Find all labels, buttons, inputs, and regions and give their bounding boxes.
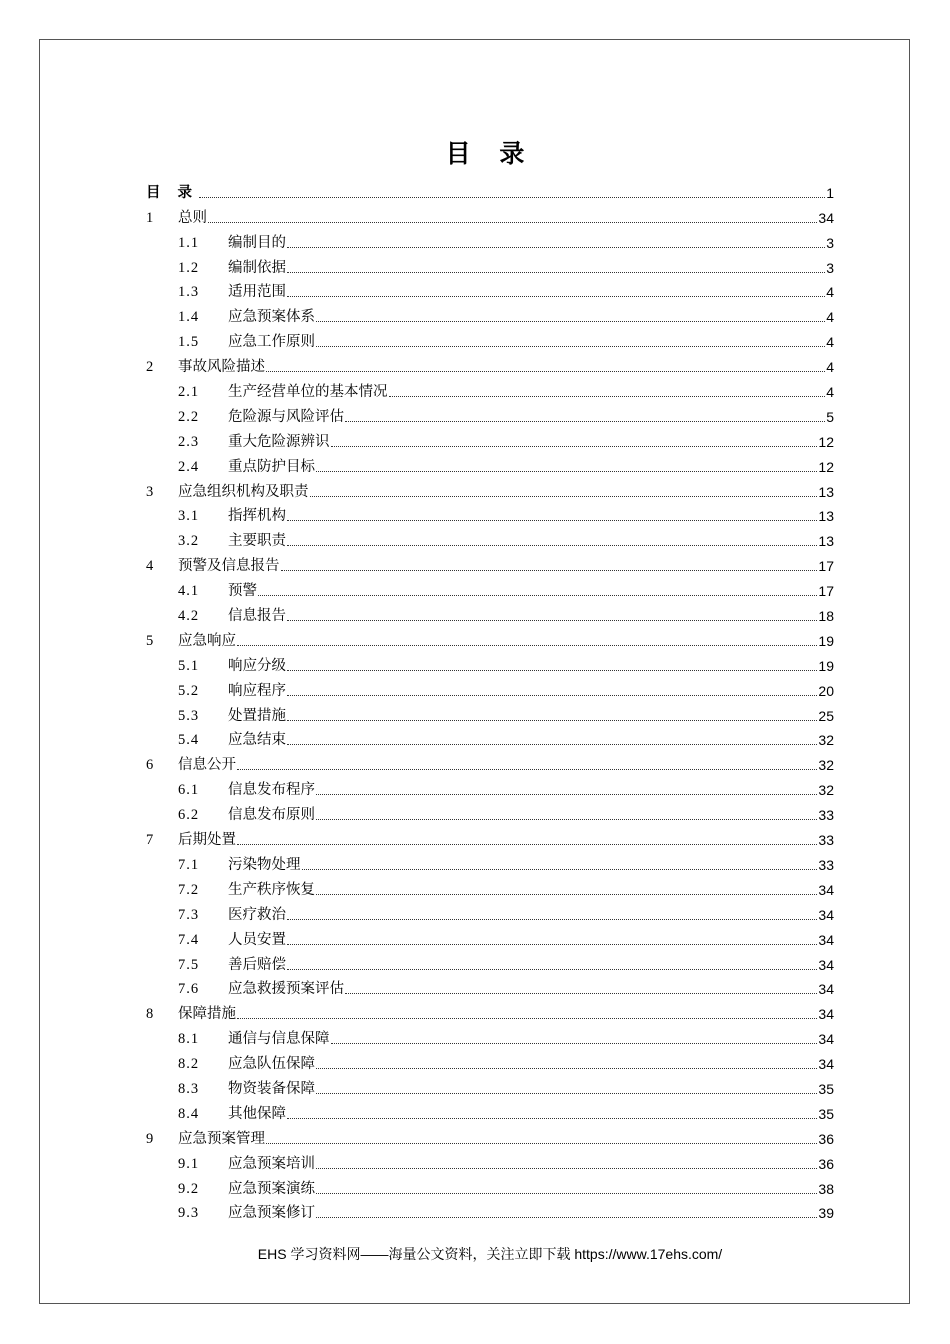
toc-entry-page-number: 35 <box>818 1080 834 1097</box>
toc-entry-number: 5 <box>146 632 154 649</box>
toc-dot-leader <box>287 247 825 248</box>
toc-dot-leader <box>316 1093 817 1094</box>
toc-entry[interactable] <box>146 998 834 1023</box>
toc-entry-title: 响应分级 <box>228 657 286 674</box>
toc-dot-leader <box>310 496 818 497</box>
toc-entry-title: 应急预案修订 <box>228 1205 315 1222</box>
table-of-contents <box>146 177 834 1222</box>
toc-entry-number: 1.5 <box>178 334 200 351</box>
toc-entry[interactable] <box>146 575 834 600</box>
toc-entry[interactable] <box>146 974 834 999</box>
toc-entry[interactable] <box>146 376 834 401</box>
toc-entry-title: 危险源与风险评估 <box>228 408 344 425</box>
toc-dot-leader <box>316 819 817 820</box>
toc-dot-leader <box>266 1143 817 1144</box>
toc-entry-page-number: 5 <box>826 408 834 425</box>
toc-entry-title: 应急救援预案评估 <box>228 981 344 998</box>
toc-dot-leader <box>287 720 817 721</box>
page-footer: EHS 学习资料网——海量公文资料，关注立即下载 https://www.17ehs.com/ <box>257 1246 723 1262</box>
toc-entry-title: 应急队伍保障 <box>228 1056 315 1073</box>
toc-entry[interactable] <box>146 351 834 376</box>
toc-entry[interactable] <box>146 451 834 476</box>
toc-dot-leader <box>287 296 825 297</box>
toc-entry-title: 响应程序 <box>228 682 286 699</box>
toc-entry[interactable] <box>146 1048 834 1073</box>
toc-entry-title: 信息发布程序 <box>228 782 315 799</box>
toc-entry-title: 应急工作原则 <box>228 334 315 351</box>
toc-entry-page-number: 19 <box>818 657 834 674</box>
toc-entry-title: 重大危险源辨识 <box>228 433 330 450</box>
toc-entry-number: 9.2 <box>178 1180 200 1197</box>
toc-entry[interactable] <box>146 301 834 326</box>
toc-entry-number: 5.2 <box>178 682 200 699</box>
toc-dot-leader <box>237 1018 817 1019</box>
toc-dot-leader <box>316 1168 817 1169</box>
toc-entry-number: 1.4 <box>178 309 200 326</box>
toc-entry-number: 7.5 <box>178 956 200 973</box>
toc-entry-number: 2.3 <box>178 433 200 450</box>
toc-entry-page-number: 12 <box>818 458 834 475</box>
toc-entry-number: 7.4 <box>178 931 200 948</box>
toc-entry-number: 1.3 <box>178 284 200 301</box>
toc-entry[interactable] <box>146 1173 834 1198</box>
toc-entry-title: 信息报告 <box>228 608 286 625</box>
toc-entry[interactable] <box>146 899 834 924</box>
toc-entry-number: 7 <box>146 832 154 849</box>
toc-dot-leader <box>258 595 817 596</box>
toc-entry[interactable] <box>146 501 834 526</box>
toc-entry-title: 总则 <box>178 209 207 226</box>
toc-entry-title: 编制目的 <box>228 234 286 251</box>
toc-entry-page-number: 34 <box>818 956 834 973</box>
toc-dot-leader <box>266 371 825 372</box>
toc-dot-leader <box>331 1043 818 1044</box>
toc-dot-leader <box>287 695 817 696</box>
toc-entry-page-number: 13 <box>818 508 834 525</box>
toc-entry-title: 后期处置 <box>178 832 236 849</box>
toc-entry-title: 应急预案培训 <box>228 1155 315 1172</box>
toc-entry-number: 9 <box>146 1130 154 1147</box>
toc-dot-leader <box>345 421 825 422</box>
toc-entry-title: 预警 <box>228 583 257 600</box>
toc-entry[interactable] <box>146 774 834 799</box>
toc-entry-title: 其他保障 <box>228 1105 286 1122</box>
toc-entry-title: 人员安置 <box>228 931 286 948</box>
toc-entry-page-number: 34 <box>818 1031 834 1048</box>
toc-entry[interactable] <box>146 1073 834 1098</box>
toc-dot-leader <box>237 844 817 845</box>
toc-entry[interactable] <box>146 476 834 501</box>
toc-entry[interactable] <box>146 675 834 700</box>
toc-entry[interactable] <box>146 650 834 675</box>
toc-entry-number: 3.2 <box>178 533 200 550</box>
toc-entry[interactable] <box>146 1123 834 1148</box>
toc-entry[interactable] <box>146 227 834 252</box>
toc-entry-number: 1.2 <box>178 259 200 276</box>
toc-entry-title: 应急结束 <box>228 732 286 749</box>
toc-entry[interactable] <box>146 202 834 227</box>
toc-entry[interactable] <box>146 550 834 575</box>
toc-entry[interactable] <box>146 749 834 774</box>
toc-entry-page-number: 36 <box>818 1130 834 1147</box>
toc-entry-page-number: 20 <box>818 682 834 699</box>
toc-entry-page-number: 34 <box>818 1056 834 1073</box>
toc-entry-number: 2 <box>146 359 154 376</box>
toc-entry-number: 7.3 <box>178 906 200 923</box>
toc-entry-number: 9.1 <box>178 1155 200 1172</box>
toc-entry[interactable] <box>146 1148 834 1173</box>
toc-entry-number: 3.1 <box>178 508 200 525</box>
toc-entry[interactable] <box>146 824 834 849</box>
toc-entry-page-number: 34 <box>818 209 834 226</box>
toc-entry-number: 4.1 <box>178 583 200 600</box>
toc-entry-page-number: 33 <box>818 832 834 849</box>
toc-entry-title: 保障措施 <box>178 1006 236 1023</box>
toc-entry-title: 应急预案管理 <box>178 1130 265 1147</box>
toc-entry[interactable] <box>146 1023 834 1048</box>
toc-entry-number: 2.2 <box>178 408 200 425</box>
toc-entry-page-number: 35 <box>818 1105 834 1122</box>
toc-dot-leader <box>287 670 817 671</box>
toc-entry-page-number: 4 <box>826 309 834 326</box>
toc-entry-title: 主要职责 <box>228 533 286 550</box>
toc-entry-title: 适用范围 <box>228 284 286 301</box>
toc-dot-leader <box>287 620 817 621</box>
toc-entry-title: 医疗救治 <box>228 906 286 923</box>
toc-entry-number: 6.1 <box>178 782 200 799</box>
toc-entry[interactable] <box>146 177 834 202</box>
toc-entry-page-number: 34 <box>818 906 834 923</box>
toc-entry-number: 1 <box>146 209 154 226</box>
toc-entry-page-number: 4 <box>826 384 834 401</box>
toc-entry-number: 7.6 <box>178 981 200 998</box>
toc-entry-number: 2.4 <box>178 458 200 475</box>
toc-entry-title: 重点防护目标 <box>228 458 315 475</box>
toc-entry-title: 物资装备保障 <box>228 1080 315 1097</box>
toc-entry[interactable] <box>146 401 834 426</box>
toc-entry-number: 6.2 <box>178 807 200 824</box>
toc-entry-page-number: 34 <box>818 931 834 948</box>
toc-entry[interactable] <box>146 625 834 650</box>
toc-entry-number: 8.1 <box>178 1031 200 1048</box>
toc-entry-page-number: 19 <box>818 632 834 649</box>
toc-entry-title: 处置措施 <box>228 707 286 724</box>
toc-entry-page-number: 34 <box>818 881 834 898</box>
toc-dot-leader <box>389 396 826 397</box>
toc-entry-page-number: 34 <box>818 1006 834 1023</box>
toc-dot-leader <box>287 944 817 945</box>
toc-entry-number: 9.3 <box>178 1205 200 1222</box>
toc-entry[interactable] <box>146 874 834 899</box>
toc-entry-number: 2.1 <box>178 384 200 401</box>
toc-entry[interactable] <box>146 252 834 277</box>
toc-entry-number: 5.1 <box>178 657 200 674</box>
toc-entry-title: 善后赔偿 <box>228 956 286 973</box>
toc-entry-title: 信息公开 <box>178 757 236 774</box>
toc-entry-title: 目 录 <box>146 183 199 201</box>
toc-entry-page-number: 4 <box>826 334 834 351</box>
toc-entry[interactable] <box>146 924 834 949</box>
toc-entry-page-number: 13 <box>818 483 834 500</box>
toc-dot-leader <box>316 1068 817 1069</box>
toc-entry-page-number: 13 <box>818 533 834 550</box>
toc-entry[interactable] <box>146 326 834 351</box>
toc-entry-page-number: 4 <box>826 359 834 376</box>
toc-entry-title: 污染物处理 <box>228 856 301 873</box>
toc-dot-leader <box>287 545 817 546</box>
toc-entry[interactable] <box>146 700 834 725</box>
toc-dot-leader <box>237 769 817 770</box>
toc-dot-leader <box>287 969 817 970</box>
toc-dot-leader <box>316 471 817 472</box>
toc-entry[interactable] <box>146 277 834 302</box>
toc-dot-leader <box>316 346 825 347</box>
toc-entry-page-number: 32 <box>818 782 834 799</box>
toc-entry-number: 8.4 <box>178 1105 200 1122</box>
toc-entry-page-number: 4 <box>826 284 834 301</box>
toc-entry-title: 预警及信息报告 <box>178 558 280 575</box>
toc-dot-leader <box>287 272 825 273</box>
toc-entry[interactable] <box>146 725 834 750</box>
toc-entry[interactable] <box>146 1098 834 1123</box>
toc-entry-number: 5.4 <box>178 732 200 749</box>
toc-dot-leader <box>287 520 817 521</box>
toc-entry-page-number: 36 <box>818 1155 834 1172</box>
toc-dot-leader <box>316 321 825 322</box>
toc-dot-leader <box>331 446 818 447</box>
toc-entry-title: 编制依据 <box>228 259 286 276</box>
toc-entry-number: 7.2 <box>178 881 200 898</box>
toc-entry-page-number: 3 <box>826 259 834 276</box>
toc-entry[interactable] <box>146 949 834 974</box>
toc-dot-leader <box>316 794 817 795</box>
toc-entry-title: 生产经营单位的基本情况 <box>228 384 388 401</box>
toc-dot-leader <box>287 744 817 745</box>
toc-dot-leader <box>199 197 825 198</box>
toc-entry-number: 8 <box>146 1006 154 1023</box>
toc-entry-page-number: 18 <box>818 608 834 625</box>
toc-entry[interactable] <box>146 849 834 874</box>
toc-entry-page-number: 25 <box>818 707 834 724</box>
toc-dot-leader <box>316 1217 817 1218</box>
toc-entry[interactable] <box>146 600 834 625</box>
toc-entry-page-number: 3 <box>826 234 834 251</box>
toc-entry-page-number: 32 <box>818 757 834 774</box>
toc-entry[interactable] <box>146 799 834 824</box>
toc-entry-page-number: 39 <box>818 1205 834 1222</box>
toc-entry-number: 4.2 <box>178 608 200 625</box>
toc-entry-title: 应急预案体系 <box>228 309 315 326</box>
toc-entry-page-number: 33 <box>818 856 834 873</box>
toc-entry-title: 应急组织机构及职责 <box>178 483 309 500</box>
toc-dot-leader <box>287 919 817 920</box>
toc-dot-leader <box>287 1118 817 1119</box>
toc-entry-page-number: 1 <box>826 184 834 201</box>
toc-entry-page-number: 32 <box>818 732 834 749</box>
toc-entry-page-number: 17 <box>818 583 834 600</box>
toc-entry[interactable] <box>146 1198 834 1223</box>
toc-entry-title: 信息发布原则 <box>228 807 315 824</box>
toc-entry[interactable] <box>146 426 834 451</box>
toc-entry-number: 1.1 <box>178 234 200 251</box>
toc-entry-number: 5.3 <box>178 707 200 724</box>
toc-entry-number: 8.2 <box>178 1056 200 1073</box>
toc-dot-leader <box>316 894 817 895</box>
toc-dot-leader <box>281 570 818 571</box>
toc-entry-number: 8.3 <box>178 1080 200 1097</box>
toc-entry-number: 3 <box>146 483 154 500</box>
toc-entry-page-number: 38 <box>818 1180 834 1197</box>
toc-entry-title: 应急预案演练 <box>228 1180 315 1197</box>
toc-entry-number: 4 <box>146 558 154 575</box>
toc-entry-title: 指挥机构 <box>228 508 286 525</box>
toc-entry-title: 生产秩序恢复 <box>228 881 315 898</box>
toc-dot-leader <box>345 993 817 994</box>
toc-entry-title: 应急响应 <box>178 632 236 649</box>
toc-dot-leader <box>316 1193 817 1194</box>
toc-entry-page-number: 17 <box>818 558 834 575</box>
toc-entry-title: 通信与信息保障 <box>228 1031 330 1048</box>
toc-entry-page-number: 34 <box>818 981 834 998</box>
toc-dot-leader <box>302 869 818 870</box>
toc-dot-leader <box>237 645 817 646</box>
toc-dot-leader <box>208 222 817 223</box>
toc-entry-number: 7.1 <box>178 856 200 873</box>
toc-entry-page-number: 12 <box>818 433 834 450</box>
toc-entry-title: 事故风险描述 <box>178 359 265 376</box>
toc-entry[interactable] <box>146 525 834 550</box>
document-title: 目 录 <box>445 139 535 168</box>
toc-entry-number: 6 <box>146 757 154 774</box>
toc-entry-page-number: 33 <box>818 807 834 824</box>
